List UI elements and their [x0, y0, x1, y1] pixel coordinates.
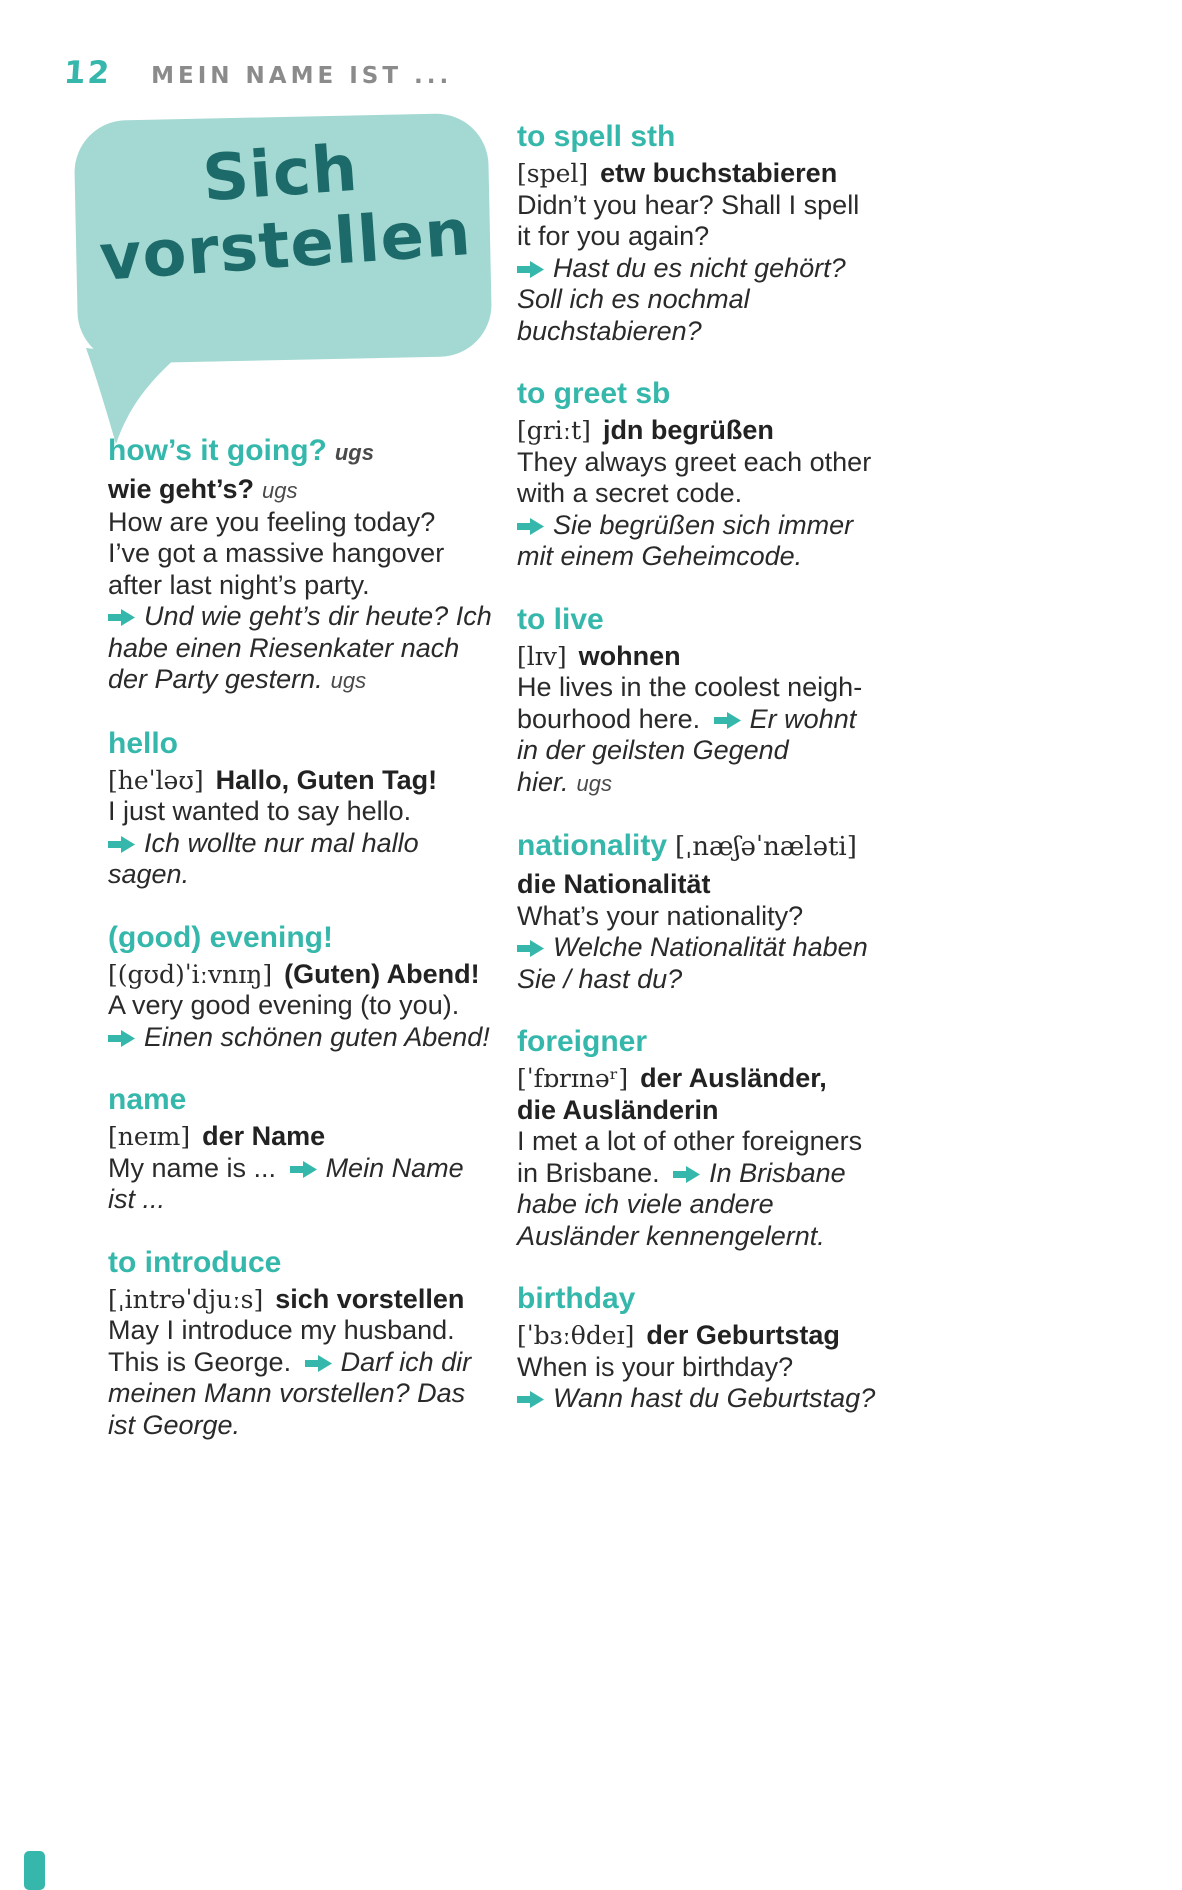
- arrow-icon: [517, 932, 544, 964]
- example-german: buchstabieren?: [517, 315, 702, 346]
- entry-headword-text: to introduce: [108, 1245, 282, 1279]
- phonetic: [neɪm]: [108, 1122, 191, 1151]
- german-translation: sich vorstellen: [275, 1283, 465, 1314]
- example-english: What’s your nationality?: [517, 900, 804, 931]
- german-translation: die Nationalität: [517, 869, 711, 899]
- entry-headword: [108, 1081, 508, 1118]
- entry-line: [108, 538, 508, 570]
- phonetic: [spel]: [517, 159, 589, 188]
- entry-line: [108, 633, 508, 665]
- example-german: Ich wollte nur mal hallo: [144, 827, 419, 858]
- entry-line: [517, 221, 947, 253]
- german-translation: der Name: [202, 1121, 326, 1151]
- example-german: Soll ich es nochmal: [517, 284, 750, 314]
- chapter-title-line1: Sich: [200, 131, 361, 217]
- example-english: I just wanted to say hello.: [108, 796, 412, 826]
- entry-headword: [517, 375, 947, 412]
- example-german: Ausländer kennengelernt.: [517, 1220, 825, 1251]
- entry-line: [108, 1184, 508, 1216]
- dictionary-entry: [517, 827, 947, 995]
- entry-line: [108, 601, 508, 633]
- page-number: 12: [62, 55, 113, 91]
- register-label: ugs: [262, 478, 298, 503]
- arrow-icon: [517, 510, 544, 542]
- example-english: When is your birthday?: [517, 1351, 794, 1382]
- example-german: mit einem Geheimcode.: [517, 541, 803, 571]
- chapter-title-line2: vorstellen: [97, 195, 474, 296]
- entry-line: [517, 672, 947, 704]
- right-column: [517, 118, 947, 1443]
- german-translation: der Geburtstag: [646, 1320, 840, 1350]
- entry-headword: [108, 725, 508, 762]
- entry-line: [108, 959, 508, 991]
- entry-line: [517, 1352, 947, 1384]
- entry-line: [517, 1320, 947, 1352]
- entry-line: [108, 507, 508, 539]
- left-column: [108, 432, 508, 1469]
- entry-headword: [517, 118, 947, 155]
- entry-line: [108, 1410, 508, 1442]
- register-label: ugs: [334, 440, 374, 465]
- entry-line: [517, 1158, 947, 1190]
- entry-headword-text: to spell sth: [517, 120, 676, 153]
- entry-line: [517, 964, 947, 996]
- german-translation: Hallo, Guten Tag!: [215, 764, 438, 795]
- entry-line: [517, 447, 947, 479]
- entry-line: [517, 869, 947, 901]
- example-german: Er wohnt: [749, 703, 857, 734]
- phonetic: [ˈfɒrɪnəʳ]: [517, 1064, 629, 1093]
- entry-line: [517, 510, 947, 542]
- entry-line: [517, 641, 947, 673]
- dictionary-entry: [517, 375, 947, 573]
- example-german: Einen schönen guten Abend!: [144, 1021, 490, 1052]
- dictionary-entry: [517, 118, 947, 347]
- dictionary-entry: [108, 725, 508, 891]
- phonetic: [ˈbɜːθdeɪ]: [517, 1321, 635, 1350]
- german-translation: der Ausländer,: [640, 1063, 827, 1093]
- entry-headword: [108, 432, 508, 471]
- example-english: after last night’s party.: [108, 569, 370, 600]
- example-english: A very good evening (to you).: [108, 990, 460, 1020]
- entry-headword: [517, 601, 947, 638]
- example-english: My name is ...: [108, 1152, 277, 1183]
- phonetic: [ˌintrəˈdjuːs]: [108, 1284, 264, 1314]
- example-german: Sie begrüßen sich immer: [553, 509, 854, 540]
- arrow-icon: [108, 601, 135, 633]
- entry-line: [517, 1126, 947, 1158]
- arrow-icon: [290, 1153, 317, 1185]
- entry-headword: [517, 1023, 947, 1060]
- phonetic: [(gʊd)ˈiːvnɪŋ]: [108, 959, 273, 989]
- entry-headword-text: to live: [517, 602, 604, 636]
- entry-headword: [108, 919, 508, 956]
- entry-line: [517, 1189, 947, 1221]
- phonetic: [heˈləʊ]: [108, 765, 204, 795]
- entry-line: [517, 735, 947, 767]
- arrow-icon: [673, 1158, 700, 1190]
- entry-headword-text: foreigner: [517, 1025, 648, 1058]
- phonetic: [ˌnæʃəˈnæləti]: [675, 832, 857, 862]
- german-translation: wohnen: [578, 640, 681, 671]
- entry-headword: [517, 827, 947, 866]
- page-edge-tab: [24, 1851, 45, 1890]
- entry-line: [108, 1315, 508, 1347]
- example-english: This is George.: [108, 1346, 292, 1377]
- entry-line: [108, 570, 508, 602]
- entry-line: [108, 828, 508, 860]
- german-translation: etw buchstabieren: [600, 158, 838, 188]
- arrow-icon: [305, 1347, 332, 1379]
- entry-line: [108, 664, 508, 697]
- example-german: in der geilsten Gegend: [517, 735, 789, 765]
- example-german: In Brisbane: [709, 1157, 846, 1188]
- example-german: Welche Nationalität haben: [553, 932, 868, 962]
- register-label: ugs: [576, 770, 613, 796]
- entry-line: [108, 474, 508, 507]
- example-english: May I introduce my husband.: [108, 1315, 455, 1345]
- arrow-icon: [517, 253, 544, 285]
- example-german: ist George.: [108, 1409, 241, 1440]
- entry-line: [108, 990, 508, 1022]
- entry-line: [108, 1284, 508, 1316]
- arrow-icon: [108, 1022, 135, 1054]
- entry-line: [108, 796, 508, 828]
- entry-line: [517, 284, 947, 316]
- example-german: habe einen Riesenkater nach: [108, 632, 460, 663]
- register-label: ugs: [330, 668, 367, 693]
- example-german: Darf ich dir: [340, 1346, 472, 1377]
- entry-line: [108, 1121, 508, 1153]
- dictionary-entry: [517, 1023, 947, 1252]
- example-german: Hast du es nicht gehört?: [553, 252, 846, 283]
- example-english: I’ve got a massive hangover: [108, 538, 445, 568]
- example-german: Wann hast du Geburtstag?: [553, 1383, 876, 1413]
- entry-line: [517, 1095, 947, 1127]
- example-german: Und wie geht’s dir heute? Ich: [144, 601, 492, 631]
- entry-line: [517, 932, 947, 964]
- entry-headword-text: birthday: [517, 1282, 636, 1315]
- german-translation: wie geht’s?: [108, 474, 255, 504]
- entry-line: [517, 190, 947, 222]
- phonetic: [griːt]: [517, 416, 591, 445]
- entry-line: [517, 1383, 947, 1415]
- entry-headword-text: nationality: [517, 829, 668, 862]
- entry-headword: [517, 1280, 947, 1317]
- entry-line: [108, 1153, 508, 1185]
- entry-line: [108, 765, 508, 797]
- phonetic: [lɪv]: [517, 641, 567, 671]
- entry-line: [108, 859, 508, 891]
- arrow-icon: [108, 828, 135, 860]
- example-german: sagen.: [108, 859, 190, 889]
- entry-line: [108, 1347, 508, 1379]
- entry-line: [517, 541, 947, 573]
- example-english: in Brisbane.: [517, 1157, 660, 1188]
- example-english: Didn’t you hear? Shall I spell: [517, 189, 860, 220]
- example-german: der Party gestern.: [108, 664, 323, 694]
- chapter-title: [72, 125, 495, 297]
- german-translation: die Ausländerin: [517, 1094, 719, 1125]
- dictionary-entry: [517, 1280, 947, 1415]
- example-english: How are you feeling today?: [108, 506, 436, 537]
- entry-line: [517, 158, 947, 190]
- arrow-icon: [714, 704, 741, 736]
- example-german: hier.: [517, 766, 569, 797]
- entry-line: [517, 1063, 947, 1095]
- arrow-icon: [517, 1383, 544, 1415]
- example-english: I met a lot of other foreigners: [517, 1126, 863, 1156]
- example-english: bourhood here.: [517, 703, 701, 734]
- dictionary-entry: [108, 432, 508, 697]
- example-german: Mein Name: [325, 1152, 464, 1183]
- german-translation: (Guten) Abend!: [284, 958, 480, 989]
- dictionary-entry: [108, 919, 508, 1054]
- entry-line: [517, 316, 947, 348]
- entry-headword-text: hello: [108, 726, 179, 760]
- entry-line: [517, 901, 947, 933]
- chapter-header: MEIN NAME IST ...: [151, 63, 453, 89]
- example-english: with a secret code.: [517, 478, 743, 508]
- example-german: habe ich viele andere: [517, 1189, 774, 1219]
- example-english: it for you again?: [517, 221, 710, 251]
- entry-headword-text: (good) evening!: [108, 920, 333, 954]
- entry-line: [108, 1022, 508, 1054]
- entry-line: [517, 253, 947, 285]
- dictionary-entry: [108, 1244, 508, 1442]
- example-german: Sie / hast du?: [517, 963, 683, 994]
- entry-line: [517, 704, 947, 736]
- dictionary-entry: [108, 1081, 508, 1216]
- entry-headword-text: to greet sb: [517, 377, 671, 410]
- dictionary-entry: [517, 601, 947, 800]
- entry-line: [517, 767, 947, 800]
- entry-line: [108, 1378, 508, 1410]
- example-german: ist ...: [108, 1184, 166, 1214]
- entry-line: [517, 478, 947, 510]
- example-german: meinen Mann vorstellen? Das: [108, 1378, 466, 1408]
- entry-line: [517, 1221, 947, 1253]
- page-header: [64, 55, 452, 91]
- example-english: He lives in the coolest neigh-: [517, 672, 863, 702]
- entry-headword: [108, 1244, 508, 1281]
- entry-line: [517, 415, 947, 447]
- german-translation: jdn begrüßen: [602, 415, 774, 445]
- entry-headword-text: how’s it going?: [108, 434, 327, 467]
- example-english: They always greet each other: [517, 446, 872, 477]
- entry-headword-text: name: [108, 1083, 187, 1116]
